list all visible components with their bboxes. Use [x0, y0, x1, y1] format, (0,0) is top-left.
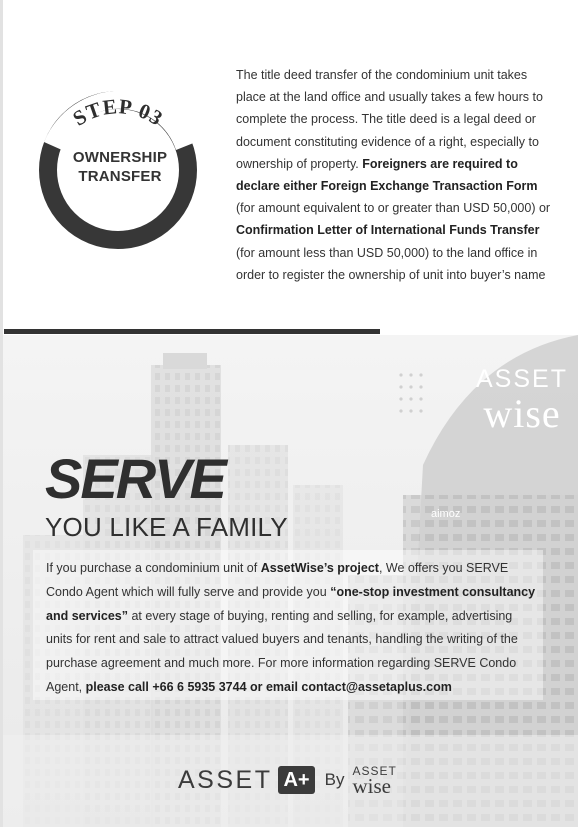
badge-title-line2: TRANSFER	[78, 168, 162, 185]
footer-logo-by: By	[324, 770, 345, 789]
serve-text-1: If you purchase a condominium unit of	[46, 561, 261, 575]
step-text-1: The title deed transfer of the condominium unit takes place at the land office and usually takes a few hours to complete the process. The title deed is a legal deed or document constituting evidence of a right, especially to ownership of property.	[236, 68, 543, 171]
footer-logo-wise-wise: wise	[352, 774, 391, 798]
serve-text-5: at every stage of buying, renting and selling, for example, advertising units for rent and sale to attract valued buyers and tenants, handling the writing of the purchase agreement and much more. For more information regarding SERVE Condo Agent,	[46, 608, 518, 694]
badge-step-label: STEP 03	[68, 94, 168, 131]
step-text-2: Foreigners are required to declare either Foreign Exchange Transaction Form	[236, 156, 538, 194]
serve-contact: please call +66 6 5935 3744 or email contact@assetaplus.com	[85, 679, 452, 694]
section-divider	[4, 329, 380, 334]
serve-subheading: YOU LIKE A FAMILY	[45, 512, 288, 542]
serve-text-2: AssetWise’s project	[260, 561, 379, 575]
serve-text-4: “one-stop investment consultancy and services”	[46, 584, 536, 623]
footer-logo-aplus: A+	[278, 766, 314, 794]
footer-logo-wise-asset: ASSET	[352, 764, 397, 778]
badge-title	[64, 148, 176, 186]
step-text-4: Confirmation Letter of International Funds Transfer	[236, 223, 540, 238]
serve-text-3: , We offers you SERVE Condo Agent which will fully serve and provide you	[46, 561, 509, 599]
step-text-5: (for amount less than USD 50,000) to the land office in order to register the ownership of unit into buyer’s name	[236, 245, 546, 282]
badge-title-line1: OWNERSHIP	[72, 149, 168, 166]
logo-top-wise: wise	[483, 391, 561, 436]
footer-logo-assetwise	[352, 764, 397, 798]
serve-heading: SERVE	[45, 447, 225, 510]
footer-logo	[178, 762, 397, 798]
step-description	[236, 64, 556, 286]
step-text-3: (for amount equivalent to or greater than USD 50,000) or	[236, 201, 551, 216]
logo-top-asset: ASSET	[476, 365, 568, 393]
serve-description	[46, 557, 536, 700]
footer-logo-asset: ASSET	[178, 765, 273, 794]
assetwise-logo-top	[466, 364, 578, 434]
building-sign: aimoz	[431, 508, 461, 520]
